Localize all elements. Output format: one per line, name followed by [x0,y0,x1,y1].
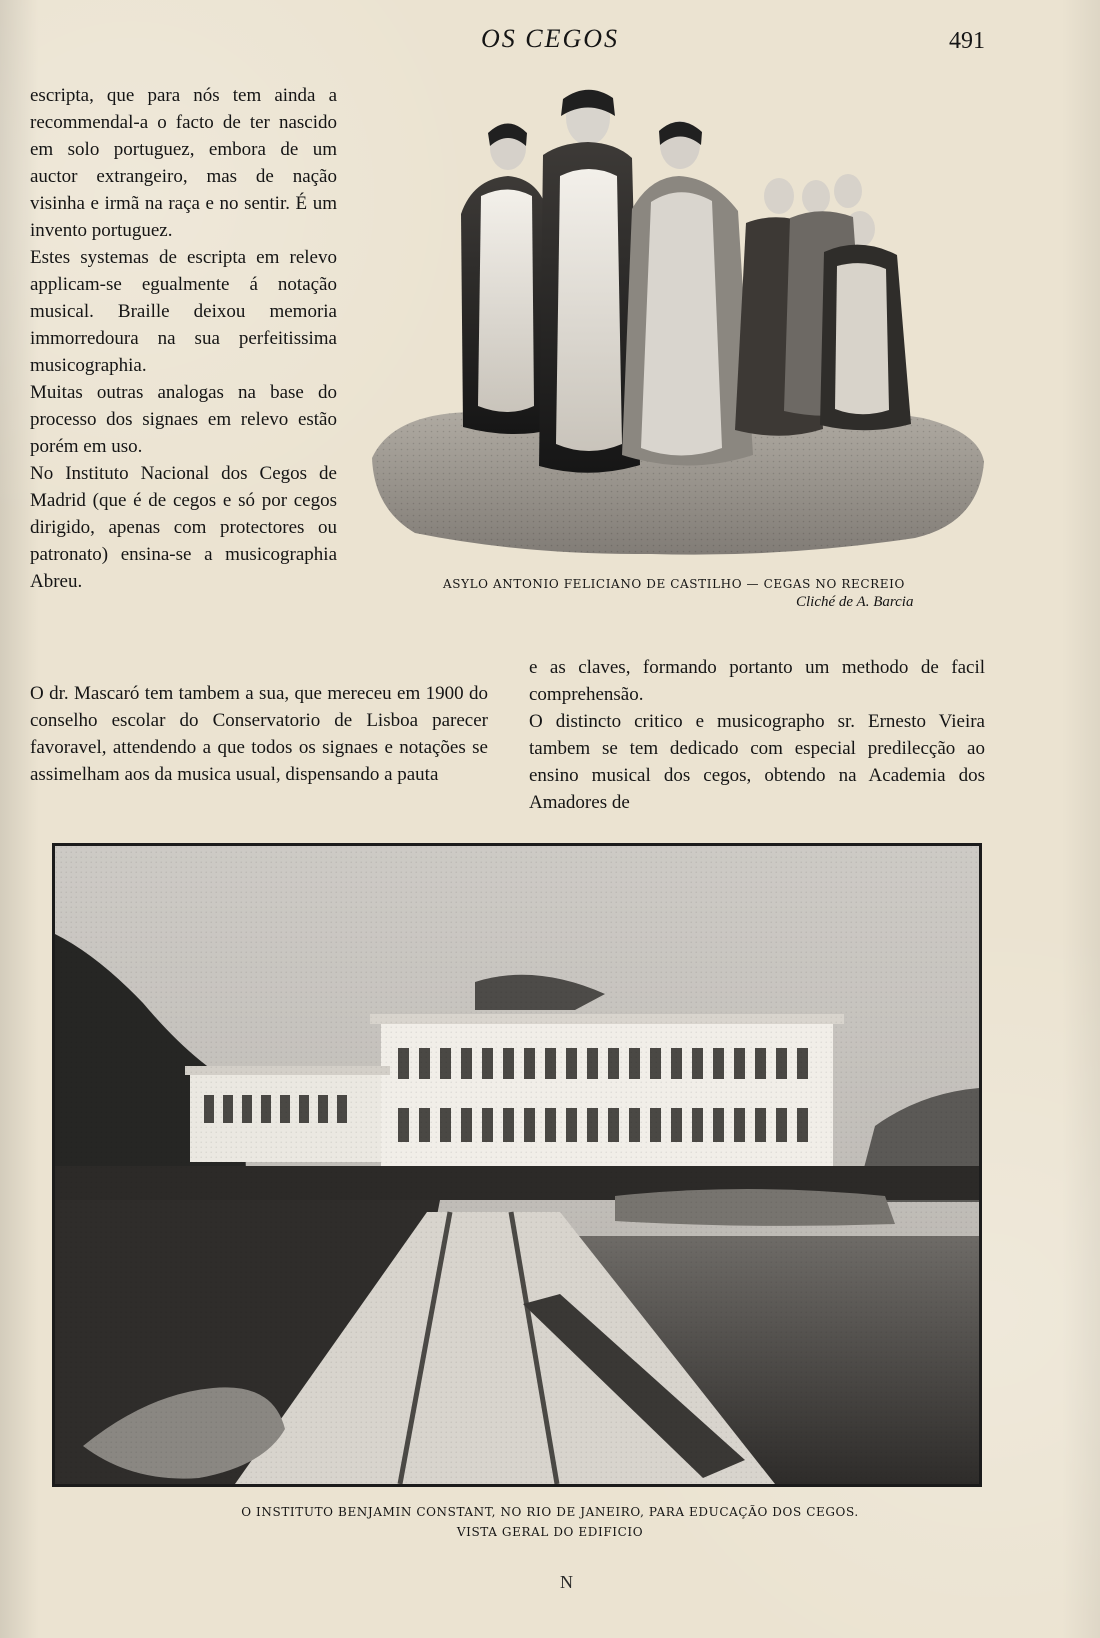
bottom-caption-line-1: O INSTITUTO BENJAMIN CONSTANT, NO RIO DE JANEIRO, PARA EDUCAÇÃO DOS CEGOS. [241,1505,859,1519]
children-group [735,174,911,436]
top-left-paragraphs: escripta, que para nós tem ainda a recommendal-a o facto de ter nascido em solo portuguez, embora de um auctor extrangeiro, mas de nação visinha e irmã na raça e no sentir. É um invento portuguez. Estes systemas de escripta em relevo applicam-se egualmente á notação musical. Braille deixou memoria immorredoura na sua perfeitissima musicographia. Muitas outras analogas na base do processo dos signaes em relevo estão porém em uso. No Instituto Nacional dos Cegos de Madrid (que é de cegos e só por cegos dirigido, apenas com protectores ou patronato) ensina-se a musicographia Abreu. [30,85,337,592]
middle-right-paragraph: e as claves, formando portanto um methodo de facil comprehensão. O distincto critico e musicographo sr. Ernesto Vieira tambem se tem dedicado com especial predilecção ao ensino musical dos cegos, obtendo na Academia dos Amadores de [529,657,985,813]
top-photo [370,88,987,558]
bottom-photo [52,843,982,1487]
top-photo-credit: Cliché de A. Barcia [796,594,914,610]
halftone-overlay [55,846,979,1484]
middle-left-paragraph: O dr. Mascaró tem tambem a sua, que mereceu em 1900 do conselho escolar do Conservatorio de Lisboa parecer favoravel, attendendo a que todos os signaes e notações se assimelham aos da musica usual, dispensando a pauta [30,683,488,785]
top-photo-caption: ASYLO ANTONIO FELICIANO DE CASTILHO — CEGAS NO RECREIO [443,577,905,591]
running-head: OS CEGOS [480,24,620,53]
footer-mark: N [560,1572,573,1592]
bottom-photo-caption [0,1502,1100,1542]
girl-right-front [622,121,753,466]
asylum-children-photo [370,88,987,558]
institute-building-photo [55,846,979,1484]
bottom-caption-line-2: VISTA GERAL DO EDIFICIO [456,1525,644,1539]
page-number: 491 [949,28,985,54]
